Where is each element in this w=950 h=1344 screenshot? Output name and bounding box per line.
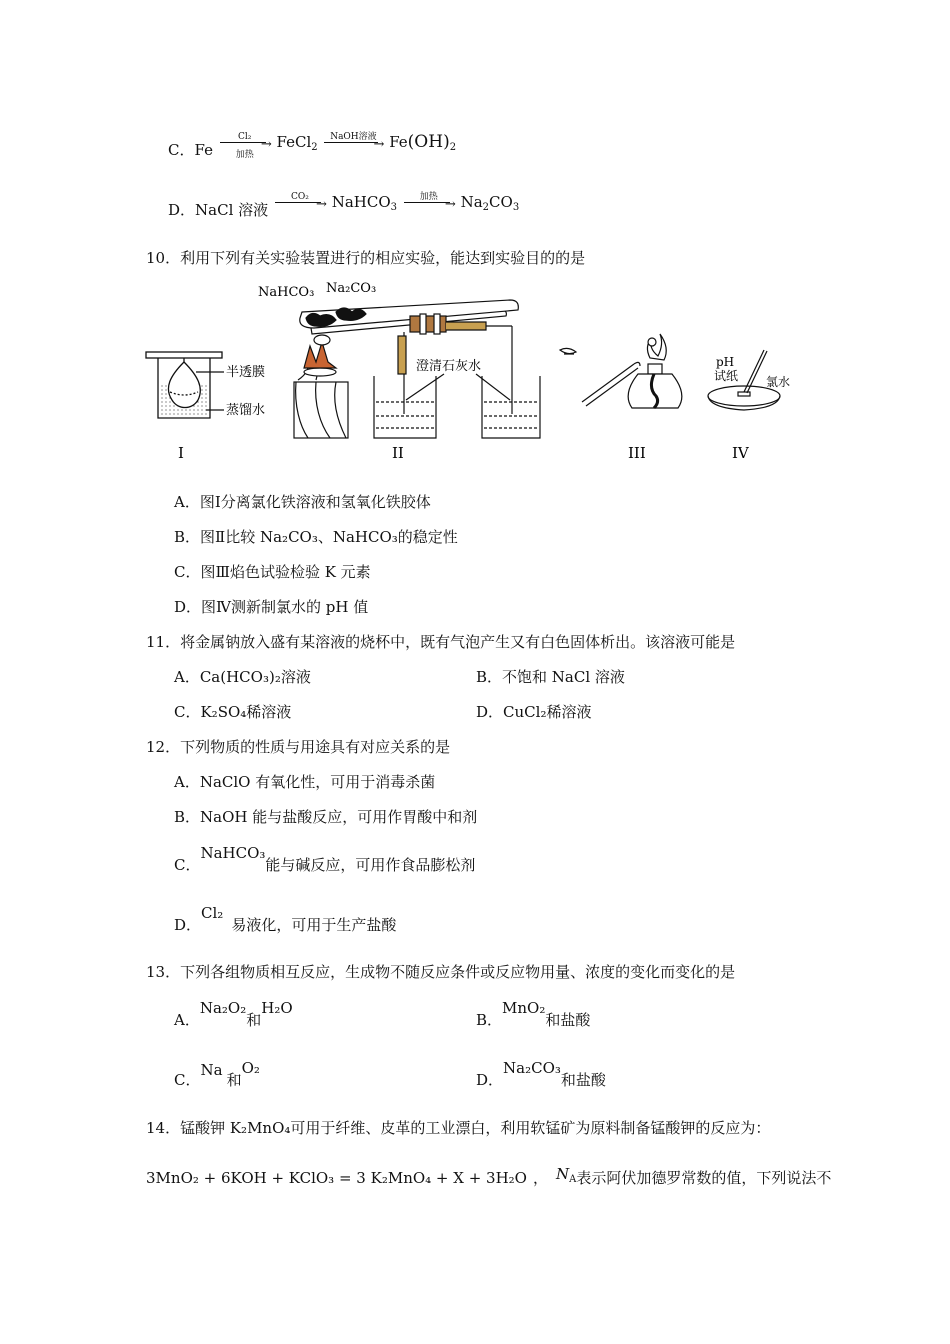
q13-option-b: B．MnO₂和盐酸	[476, 999, 591, 1029]
q11-option-c: C．K₂SO₄稀溶液	[174, 703, 292, 721]
q10-stem: 10．利用下列有关实验装置进行的相应实验，能达到实验目的的是	[146, 249, 586, 267]
q9-option-d: D．NaCl 溶液 CO₂ → NaHCO$_3$ 加热 → $Na_2CO_3$	[168, 192, 520, 219]
label-i: I	[178, 444, 184, 462]
q13-option-a: A．Na₂O₂和H₂O	[174, 999, 293, 1029]
label-paper: 试纸	[714, 369, 739, 383]
label-ph: pH	[716, 355, 735, 369]
arrow-1: Cl₂ → 加热	[218, 133, 272, 153]
q11-option-b: B．不饱和 NaCl 溶液	[476, 668, 625, 686]
arrow-3: CO₂ →	[273, 193, 327, 213]
q10-option-c: C．图Ⅲ焰色试验检验 K 元素	[174, 563, 371, 581]
arrow-4: 加热 →	[402, 193, 456, 213]
label-chlorine: 氯水	[766, 375, 791, 389]
q14-equation-line: 3MnO₂ + 6KOH + KClO₃ = 3 K₂MnO₄ + X + 3H₂O ， $N_A$表示阿伏加德罗常数的值，下列说法不	[146, 1165, 832, 1187]
q12-stem: 12．下列物质的性质与用途具有对应关系的是	[146, 738, 451, 756]
q12-option-b: B．NaOH 能与盐酸反应，可用作胃酸中和剂	[174, 808, 478, 826]
q11-stem: 11．将金属钠放入盛有某溶液的烧杯中，既有气泡产生又有白色固体析出。该溶液可能是	[146, 633, 736, 651]
figure-i	[146, 352, 224, 418]
label-ii: II	[392, 444, 404, 462]
q13-stem: 13．下列各组物质相互反应，生成物不随反应条件或反应物用量、浓度的变化而变化的是	[146, 963, 736, 981]
q10-figure	[140, 276, 820, 466]
q14-stem: 14．锰酸钾 K₂MnO₄可用于纤维、皮革的工业漂白，利用软锰矿为原料制备锰酸钾的反应为：	[146, 1119, 771, 1137]
q11-option-d: D．CuCl₂稀溶液	[476, 703, 592, 721]
q12-option-c: C．NaHCO₃能与碱反应，可用作食品膨松剂	[174, 844, 476, 874]
q10-option-b: B．图Ⅱ比较 Na₂CO₃、NaHCO₃的稳定性	[174, 528, 458, 546]
q11-option-a: A．Ca(HCO₃)₂溶液	[174, 668, 311, 686]
q12-option-a: A．NaClO 有氧化性，可用于消毒杀菌	[174, 773, 436, 791]
figure-iii	[560, 334, 682, 408]
q10-option-d: D．图Ⅳ测新制氯水的 pH 值	[174, 598, 369, 616]
arrow-2: NaOH溶液 →	[322, 133, 384, 153]
q14-equation: 3MnO₂ + 6KOH + KClO₃ = 3 K₂MnO₄ + X + 3H₂O	[146, 1169, 527, 1187]
label-na2co3: Na₂CO₃	[326, 281, 377, 296]
label-iv: IV	[732, 444, 749, 462]
q13-option-d: D．Na₂CO₃和盐酸	[476, 1059, 606, 1089]
label-iii: III	[628, 444, 646, 462]
label-lime: 澄清石灰水	[416, 359, 482, 374]
q13-option-c: C．Na和O₂	[174, 1059, 260, 1089]
q9-option-c: C．Fe Cl₂ → 加热 FeCl$_2$ NaOH溶液 → $Fe(OH)_2$	[168, 132, 457, 160]
label-semi: 半透膜	[226, 365, 266, 380]
label-nahco3: NaHCO₃	[258, 285, 315, 300]
label-water: 蒸馏水	[226, 403, 266, 418]
q12-option-d: D．Cl₂易液化，可用于生产盐酸	[174, 904, 397, 934]
q10-option-a: A．图Ⅰ分离氯化铁溶液和氢氧化铁胶体	[174, 493, 431, 511]
